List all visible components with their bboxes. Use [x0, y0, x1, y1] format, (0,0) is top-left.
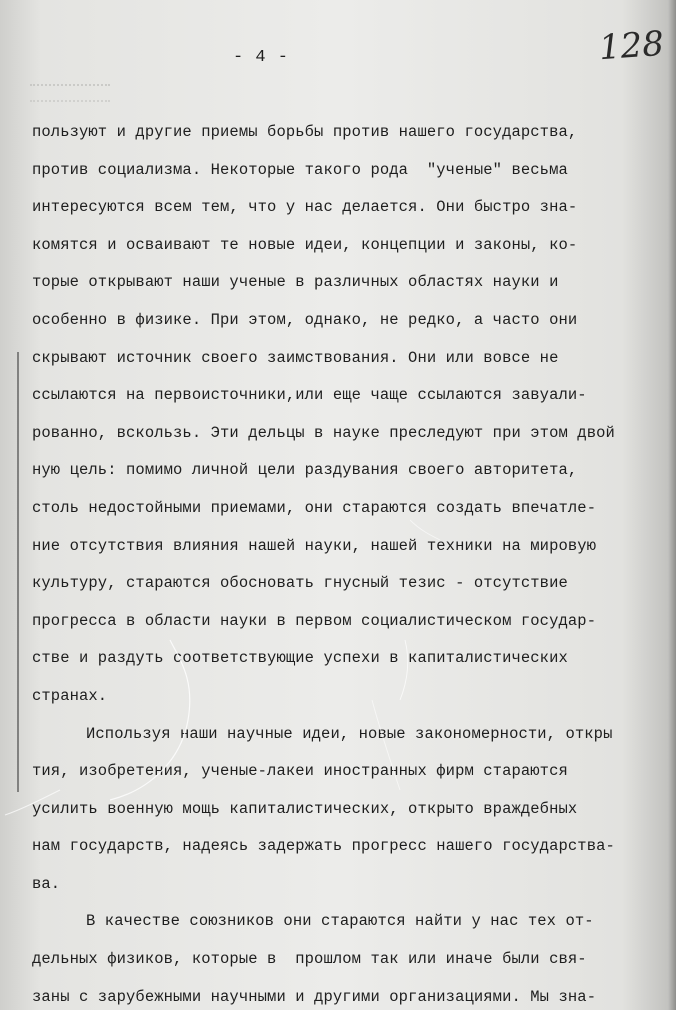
text-line: особенно в физике. При этом, однако, не редко, а часто они: [32, 310, 578, 329]
faded-stamp-mark: [30, 84, 110, 102]
text-line: пользуют и другие приемы борьбы против нашего государства,: [32, 123, 578, 141]
text-line: рованно, вскользь. Эти дельцы в науке преследуют при этом двой: [32, 423, 615, 442]
page-number: - 4 -: [232, 48, 289, 67]
text-line: ние отсутствия влияния нашей науки, нашей техники на мировую: [32, 536, 597, 555]
text-line: столь недостойными приемами, они стараются создать впечатле-: [32, 498, 597, 517]
text-line: против социализма. Некоторые такого рода "ученые" весьма: [32, 160, 568, 179]
margin-marking-line: [17, 352, 19, 792]
text-line: прогресса в области науки в первом социалистическом государ-: [32, 611, 597, 630]
text-line: В качестве союзников они стараются найти у нас тех от-: [86, 912, 594, 931]
text-line: стве и раздуть соответствующие успехи в капиталистических: [32, 649, 568, 668]
text-line: заны с зарубежными научными и другими организациями. Мы зна-: [32, 987, 597, 1006]
text-line: ную цель: помимо личной цели раздувания своего авторитета,: [32, 461, 578, 480]
text-line: дельных физиков, которые в прошлом так или иначе были свя-: [32, 950, 587, 969]
text-line: интересуются всем тем, что у нас делается. Они быстро зна-: [32, 198, 578, 217]
text-line: тия, изобретения, ученые-лакеи иностранных фирм стараются: [32, 762, 568, 781]
text-line: комятся и осваивают те новые идеи, концепции и законы, ко-: [32, 235, 578, 254]
text-line: торые открывают наши ученые в различных областях науки и: [32, 273, 559, 292]
text-line: нам государств, надеясь задержать прогресс нашего государства-: [32, 837, 615, 856]
text-line: странах.: [32, 686, 108, 705]
text-line: усилить военную мощь капиталистических, открыто враждебных: [32, 799, 578, 818]
text-line: ва.: [32, 874, 61, 893]
text-line: скрывают источник своего заимствования. Они или вовсе не: [32, 348, 559, 367]
typewritten-body-text: [32, 114, 672, 1010]
archive-folio-number: 128: [597, 23, 666, 69]
film-edge-shadow: [668, 0, 676, 1010]
text-line: Используя наши научные идеи, новые закономерности, откры: [86, 724, 613, 743]
text-line: культуру, стараются обосновать гнусный тезис - отсутствие: [32, 574, 568, 593]
text-line: ссылаются на первоисточники,или еще чаще ссылаются завуали-: [32, 386, 587, 405]
